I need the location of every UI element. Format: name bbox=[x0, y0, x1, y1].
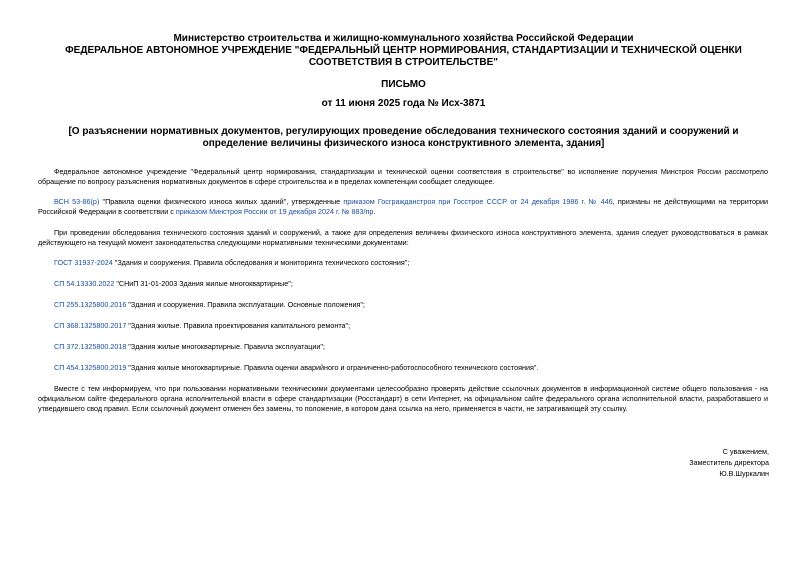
vsn-code-link[interactable]: ВСН 53-86(р) bbox=[54, 197, 100, 206]
document-title: "Здания и сооружения. Правила обследования и мониторинга технического состояния"; bbox=[112, 258, 410, 267]
signature-name: Ю.В.Шуркалин bbox=[719, 469, 769, 478]
list-item bbox=[54, 342, 768, 352]
document-title: "СНиП 31-01-2003 Здания жилые многоквартирные"; bbox=[114, 279, 293, 288]
document-title: "Здания жилые многоквартирные. Правила эксплуатации"; bbox=[126, 342, 325, 351]
vsn-paragraph bbox=[38, 197, 768, 217]
list-item bbox=[54, 300, 768, 310]
order-gosgrazhdanstroy-link[interactable]: приказом Госгражданстроя при Госстрое СССР от 24 декабря 1986 г. № 446 bbox=[343, 197, 613, 206]
vsn-text-a: "Правила оценки физического износа жилых зданий", утвержденные bbox=[99, 197, 344, 206]
list-item bbox=[54, 258, 768, 268]
document-code-link[interactable]: СП 368.1325800.2017 bbox=[54, 321, 127, 330]
document-code-link[interactable]: СП 54.13330.2022 bbox=[54, 279, 115, 288]
list-item bbox=[54, 279, 768, 289]
vsn-text-c: . bbox=[373, 207, 376, 216]
intro-paragraph: Федеральное автономное учреждение "Федеральный центр нормирования, стандартизации и технической оценки соответствия в строительстве" во исполнение поручения Минстроя России рассмотрело обращение по вопросу разъяснения нормативных документов в сфере строительства и в пределах компетенции сообщает следующее. bbox=[38, 167, 768, 186]
document-subject: [О разъяснении нормативных документов, регулирующих проведение обследования технического состояния зданий и сооружений и определение величины физического износа конструктивного элемента, здания] bbox=[68, 126, 739, 149]
signature-regards: С уважением, bbox=[722, 447, 769, 456]
document-date-number: от 11 июня 2025 года № Исх-3871 bbox=[321, 98, 486, 109]
order-minstroy-link[interactable]: приказом Минстроя России от 19 декабря 2024 г. № 883/пр bbox=[175, 207, 374, 216]
document-title: "Здания жилые многоквартирные. Правила оценки аварийного и ограниченно-работоспособного технического состояния". bbox=[126, 363, 539, 372]
guidance-paragraph: При проведении обследования технического состояния зданий и сооружений, а также для определения величины физического износа конструктивного элемента, здания следует руководствоваться в рамках действующего на текущий момент законодательства следующими нормативными техническими документами: bbox=[38, 228, 768, 247]
document-code-link[interactable]: СП 372.1325800.2018 bbox=[54, 342, 127, 351]
document-code-link[interactable]: СП 454.1325800.2019 bbox=[54, 363, 127, 372]
document-title: "Здания и сооружения. Правила эксплуатации. Основные положения"; bbox=[126, 300, 365, 309]
document-code-link[interactable]: ГОСТ 31937-2024 bbox=[54, 258, 113, 267]
list-item bbox=[54, 321, 768, 331]
document-code-link[interactable]: СП 255.1325800.2016 bbox=[54, 300, 127, 309]
organization-heading: ФЕДЕРАЛЬНОЕ АВТОНОМНОЕ УЧРЕЖДЕНИЕ "ФЕДЕРАЛЬНЫЙ ЦЕНТР НОРМИРОВАНИЯ, СТАНДАРТИЗАЦИИ И ТЕХНИЧЕСКОЙ ОЦЕНКИ СООТВЕТСТВИЯ В СТРОИТЕЛЬСТВЕ" bbox=[65, 45, 742, 68]
ministry-heading: Министерство строительства и жилищно-коммунального хозяйства Российской Федерации bbox=[173, 33, 634, 44]
document-type: ПИСЬМО bbox=[381, 79, 426, 90]
document-title: "Здания жилые. Правила проектирования капитального ремонта"; bbox=[126, 321, 351, 330]
signature-position: Заместитель директора bbox=[689, 458, 769, 467]
vsn-text-b: , признаны не действующими на территории Российской Федерации в соответствии с bbox=[38, 197, 768, 216]
closing-paragraph: Вместе с тем информируем, что при пользовании нормативными техническими документами целесообразно проверять действие ссылочных документов в информационной системе общего пользования - на официальном сайте федерального органа исполнительной власти в сфере стандартизации (Росстандарт) в сети Интернет, на официальном сайте федерального органа исполнительной власти, разработавшего и утвердившего свод правил. Если ссылочный документ отменен без замены, то положение, в котором дана ссылка на него, применяется в части, не затрагивающей эту ссылку. bbox=[38, 384, 768, 413]
list-item bbox=[54, 363, 768, 373]
